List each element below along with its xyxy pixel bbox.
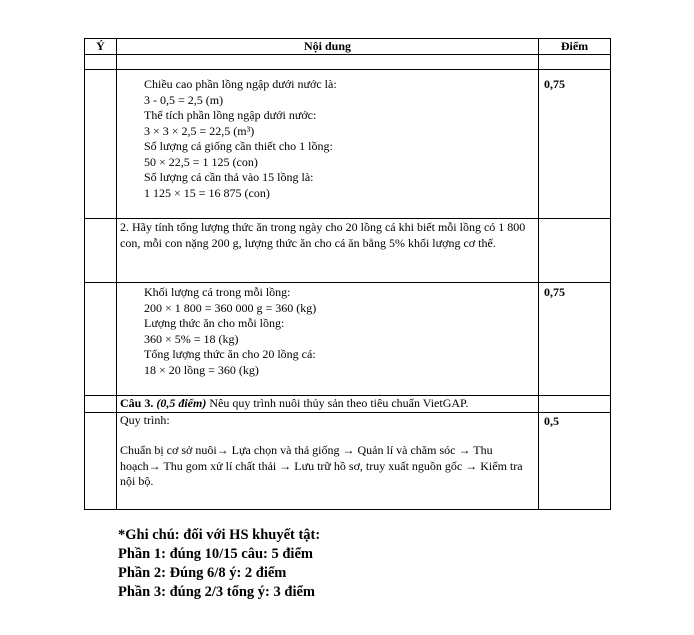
question-row-3 [85,396,611,413]
score-3: 0,5 [539,412,611,509]
answer-row-3 [85,412,611,509]
notes-part2: Phần 2: Đúng 6/8 ý: 2 điểm [118,565,287,581]
answer-line: Khối lượng cá trong mỗi lồng: [144,285,291,299]
process-title: Quy trình: [120,412,170,427]
notes-part1: Phần 1: đúng 10/15 câu: 5 điểm [118,546,313,562]
answer-line: 18 × 20 lồng = 360 (kg) [144,362,259,377]
question-3-points: (0,5 điểm) [156,396,207,410]
answer-block-1 [117,70,539,219]
process-text: Chuẩn bị cơ sở nuôi→ Lựa chọn và thả giống → Quản lí và chăm sóc → Thu hoạch→ Thu gom xử lí chất thải → Lưu trữ hồ sơ, truy xuất nguồn gốc → Kiểm tra nội bộ. [120,443,523,488]
answer-line: Lượng thức ăn cho mỗi lồng: [144,316,285,330]
answer-line: 360 × 5% = 18 (kg) [144,331,239,346]
score-2: 0,75 [539,283,611,396]
answer-line: 3 - 0,5 = 2,5 (m) [144,92,224,107]
answer-line: Tổng lượng thức ăn cho 20 lồng cá: [144,347,316,361]
header-row [85,39,611,55]
answer-line: Số lượng cá cần thả vào 15 lồng là: [144,170,314,184]
notes-section [118,526,320,602]
answer-line: Chiều cao phần lồng ngập dưới nước là: [144,77,337,91]
answer-line: Số lượng cá giống cần thiết cho 1 lồng: [144,139,333,153]
score-1: 0,75 [539,70,611,219]
answer-block-2 [117,283,539,396]
question-3 [117,396,539,413]
answer-line: 1 125 × 15 = 16 875 (con) [144,185,270,200]
question-row-2 [85,219,611,283]
answer-row-2 [85,283,611,396]
header-content: Nội dung [117,39,539,55]
grading-table [84,38,611,510]
question-3-text: Nêu quy trình nuôi thủy sản theo tiêu chuẩn VietGAP. [206,396,469,410]
header-score: Điểm [539,39,611,55]
answer-line: Thể tích phần lồng ngập dưới nước: [144,108,317,122]
answer-block-3 [117,412,539,509]
answer-line: 50 × 22,5 = 1 125 (con) [144,154,258,169]
question-2-text: 2. Hãy tính tổng lượng thức ăn trong ngày cho 20 lồng cá khi biết mỗi lồng có 1 800 con, mỗi con nặng 200 g, lượng thức ăn cho cá ăn bằng 5% khối lượng cơ thể. [120,220,526,250]
header-y: Ý [85,39,117,55]
answer-row-1 [85,70,611,219]
answer-line: 200 × 1 800 = 360 000 g = 360 (kg) [144,300,317,315]
notes-part3: Phần 3: đúng 2/3 tổng ý: 3 điểm [118,584,315,600]
blank-row [85,55,611,70]
notes-title: *Ghi chú: đối với HS khuyết tật: [118,527,321,543]
question-3-label: Câu 3. [120,396,154,410]
answer-line: 3 × 3 × 2,5 = 22,5 (m³) [144,123,255,138]
